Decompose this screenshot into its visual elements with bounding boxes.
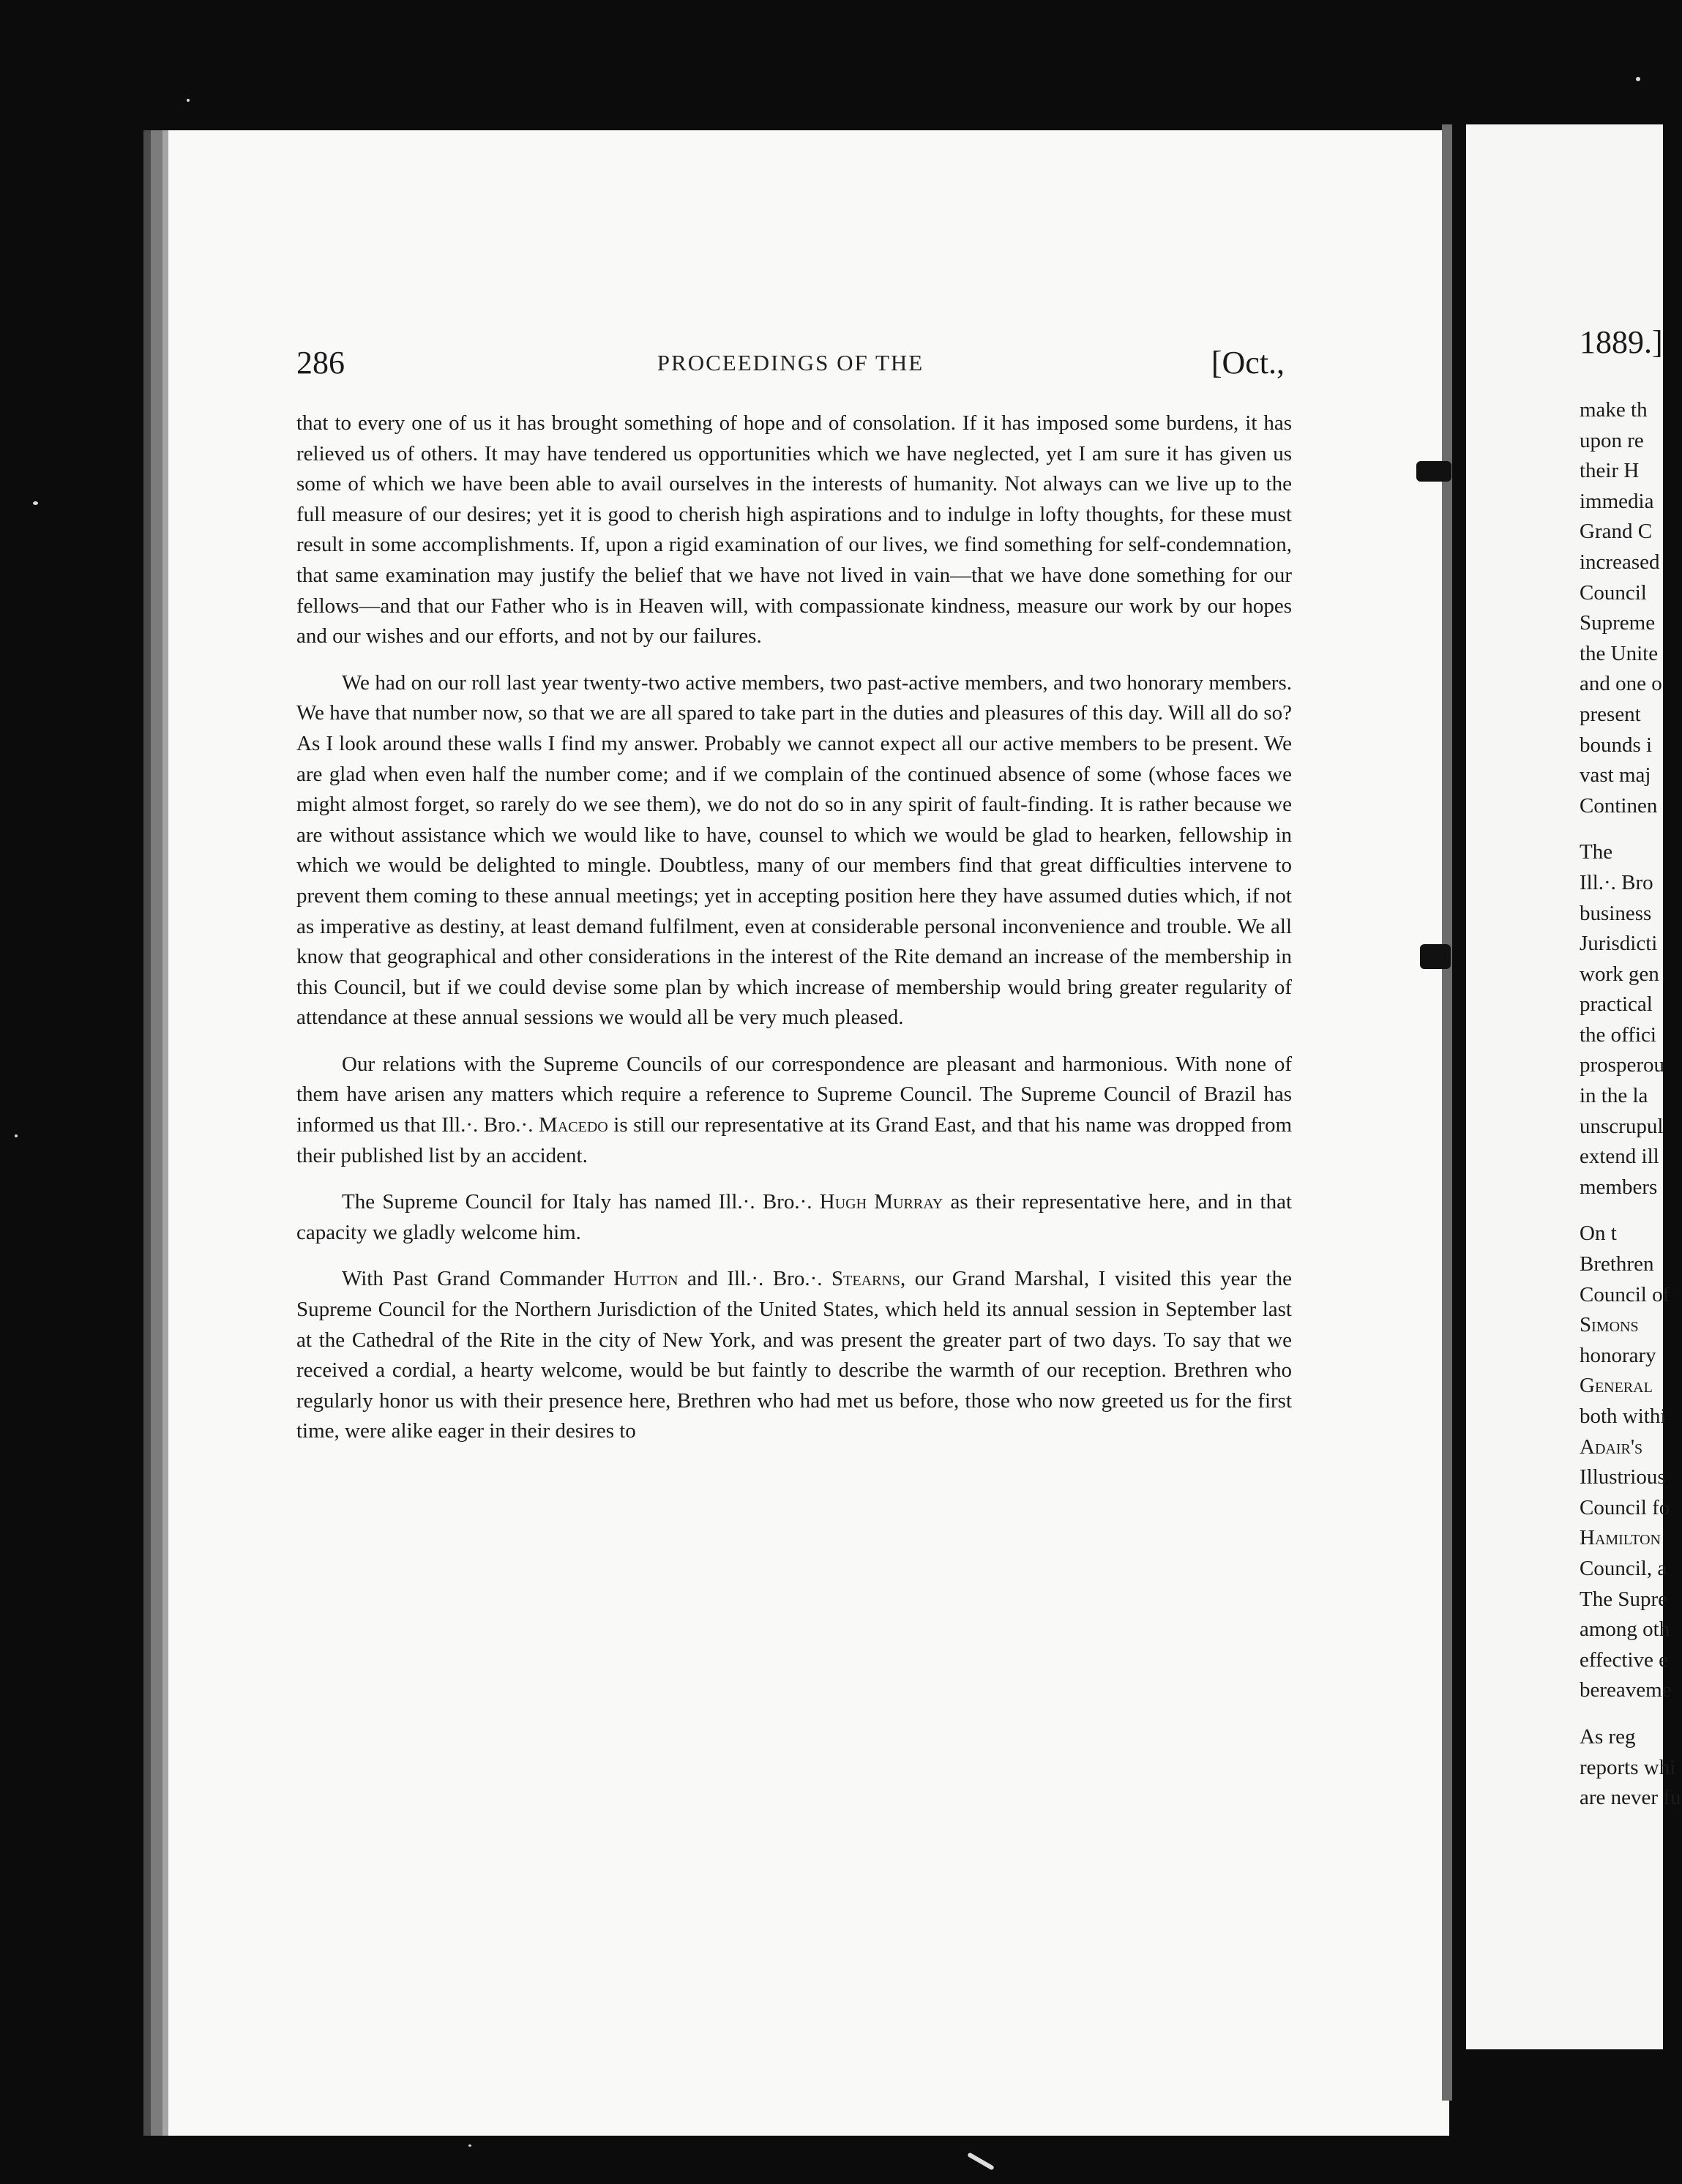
- right-page-line: Council, a: [1580, 1556, 1667, 1580]
- dust-speck: [187, 99, 190, 102]
- running-title: PROCEEDINGS OF THE: [657, 350, 924, 375]
- right-page-line: among oth: [1580, 1618, 1670, 1642]
- paragraph-2: We had on our roll last year twenty-two active members, two past-active members, and two honorary members. We have that number now, so that we are all spared to take part in the duties and pleasures of this day. Will all do so? As I look around these walls I find my answer. Probably we cannot expect all our active members to be present. We are glad when even half the number come; and if we complain of the continued absence of some (whose faces we might almost forget, so rarely do we see them), we do not do so in any spirit of fault-finding. It is rather because we are without assistance which we would like to have, counsel to which we would be glad to hearken, fellowship in which we would be delighted to mingle. Doubtless, many of our members find that great difficulties intervene to prevent them coming to these annual meetings; yet in accepting position here they have assumed duties which, if not as imperative as destiny, at least demand fulfilment, even at considerable personal inconvenience and trouble. We all know that geographical and other considerations in the interest of the Rite demand an increase of the membership in this Council, but if we could devise some plan by which increase of membership would bring greater regularity of attendance at these annual sessions we would all be very much pleased.: [296, 670, 1292, 1030]
- right-page-line: prosperou: [1580, 1053, 1664, 1077]
- right-page-line: Council fo: [1580, 1495, 1670, 1519]
- right-page-line: Brethren: [1580, 1252, 1654, 1276]
- name-hutton: Hutton: [613, 1267, 679, 1291]
- right-page-line: unscrupul: [1580, 1114, 1664, 1138]
- right-page-line: reports whi: [1580, 1755, 1676, 1779]
- paragraph-3: Our relations with the Supreme Councils of our correspondence are pleasant and harmonious. With none of them have arisen any matters which require a reference to Supreme Council. The Supreme Council of Brazil has informed us that Ill.·. Bro.·. Macedo is still our representative at its Grand East, and that his name was dropped from their published list by an accident.: [296, 1052, 1292, 1167]
- right-page-header: 1889.]: [1580, 324, 1663, 360]
- right-page-line: effective e: [1580, 1648, 1669, 1672]
- body-text: [296, 408, 1292, 1463]
- paragraph-4: The Supreme Council for Italy has named Ill.·. Bro.·. Hugh Murray as their representative here, and in that capacity we gladly welcome him.: [296, 1190, 1292, 1244]
- right-page-line: Simons: [1580, 1313, 1639, 1337]
- right-page-line: Council of: [1580, 1282, 1670, 1306]
- right-page-line: Adair's: [1580, 1435, 1643, 1459]
- right-page-line: increased: [1580, 550, 1660, 574]
- paragraph-gap: [1580, 821, 1682, 837]
- binding-clip: [1420, 944, 1451, 969]
- right-page-line: honorary: [1580, 1343, 1656, 1367]
- running-header: [296, 344, 1285, 388]
- right-page-line: their H: [1580, 459, 1640, 483]
- right-page-line: Jurisdicti: [1580, 932, 1658, 956]
- running-date: [Oct.,: [1211, 345, 1285, 381]
- book-spine: [1442, 124, 1452, 2101]
- right-page-line: Supreme: [1580, 611, 1656, 635]
- right-page-line: extend ill: [1580, 1145, 1659, 1169]
- right-page-line: The Supre: [1580, 1587, 1667, 1611]
- right-page-text-fragments: [1580, 395, 1682, 1814]
- right-page-line: present: [1580, 702, 1641, 726]
- right-page-line: bounds i: [1580, 733, 1653, 757]
- binding-clip: [1416, 461, 1451, 482]
- right-page-line: are never fu: [1580, 1786, 1681, 1810]
- right-page-line: Hamilton: [1580, 1526, 1661, 1550]
- right-page-line: immedia: [1580, 489, 1654, 513]
- right-page-line: General: [1580, 1374, 1653, 1398]
- paragraph-gap: [1580, 1706, 1682, 1722]
- dust-speck: [33, 501, 38, 505]
- right-page-line: vast maj: [1580, 763, 1651, 788]
- dust-speck: [468, 2144, 471, 2147]
- right-page-line: make th: [1580, 398, 1648, 422]
- right-page-line: Continen: [1580, 793, 1658, 818]
- right-page-line: As reg: [1580, 1724, 1636, 1749]
- right-page-line: Illustrious: [1580, 1465, 1666, 1489]
- right-page-line: and one o: [1580, 672, 1662, 696]
- right-page-line: both withi: [1580, 1405, 1667, 1428]
- page-number: 286: [296, 345, 345, 381]
- right-page-line: work gen: [1580, 962, 1659, 986]
- right-page-line: bereaveme: [1580, 1678, 1672, 1702]
- right-page-line: Grand C: [1580, 520, 1653, 544]
- right-page-line: members: [1580, 1175, 1658, 1199]
- dust-speck: [146, 1310, 150, 1313]
- name-hugh-murray: Hugh Murray: [819, 1190, 943, 1214]
- name-stearns: Stearns: [831, 1267, 900, 1291]
- paragraph-1: that to every one of us it has brought something of hope and of consolation. If it has imposed some burdens, it has relieved us of others. It may have tendered us opportunities which we have neglected, yet I am sure it has given us some of which we have been able to avail ourselves in the interests of humanity. Not always can we live up to the full measure of our desires; yet it is good to cherish high aspirations and to indulge in lofty thoughts, for these must result in some accomplishments. If, upon a rigid examination of our lives, we find something for self-condemnation, that same examination may justify the belief that we have not lived in vain—that we have done something for our fellows—and that our Father who is in Heaven will, with compassionate kindness, measure our work by our hopes and our wishes and our efforts, and not by our failures.: [296, 411, 1292, 648]
- right-page-line: business: [1580, 901, 1652, 925]
- right-page-line: Ill.·. Bro: [1580, 870, 1653, 894]
- dust-speck: [1636, 77, 1640, 81]
- dust-speck: [967, 2152, 995, 2170]
- paragraph-5: With Past Grand Commander Hutton and Ill.·. Bro.·. Stearns, our Grand Marshal, I visited this year the Supreme Council for the Northern Jurisdiction of the United States, which held its annual session in September last at the Cathedral of the Rite in the city of New York, and was present the greater part of two days. To say that we received a cordial, a hearty welcome, would be but faintly to describe the warmth of our reception. Brethren who regularly honor us with their presence here, Brethren who had met us before, those who now greeted us for the first time, were alike eager in their desires to: [296, 1267, 1292, 1443]
- right-page-line: in the la: [1580, 1084, 1648, 1108]
- right-page-line: The: [1580, 840, 1613, 864]
- name-macedo: Macedo: [539, 1113, 608, 1137]
- right-page-line: practical: [1580, 992, 1653, 1017]
- dust-speck: [15, 1134, 18, 1137]
- right-page-line: Council: [1580, 580, 1647, 605]
- right-page-line: the Unite: [1580, 641, 1659, 665]
- paragraph-gap: [1580, 1203, 1682, 1219]
- right-page-line: On t: [1580, 1222, 1617, 1246]
- right-page-line: the offici: [1580, 1022, 1656, 1047]
- right-page-line: upon re: [1580, 428, 1644, 452]
